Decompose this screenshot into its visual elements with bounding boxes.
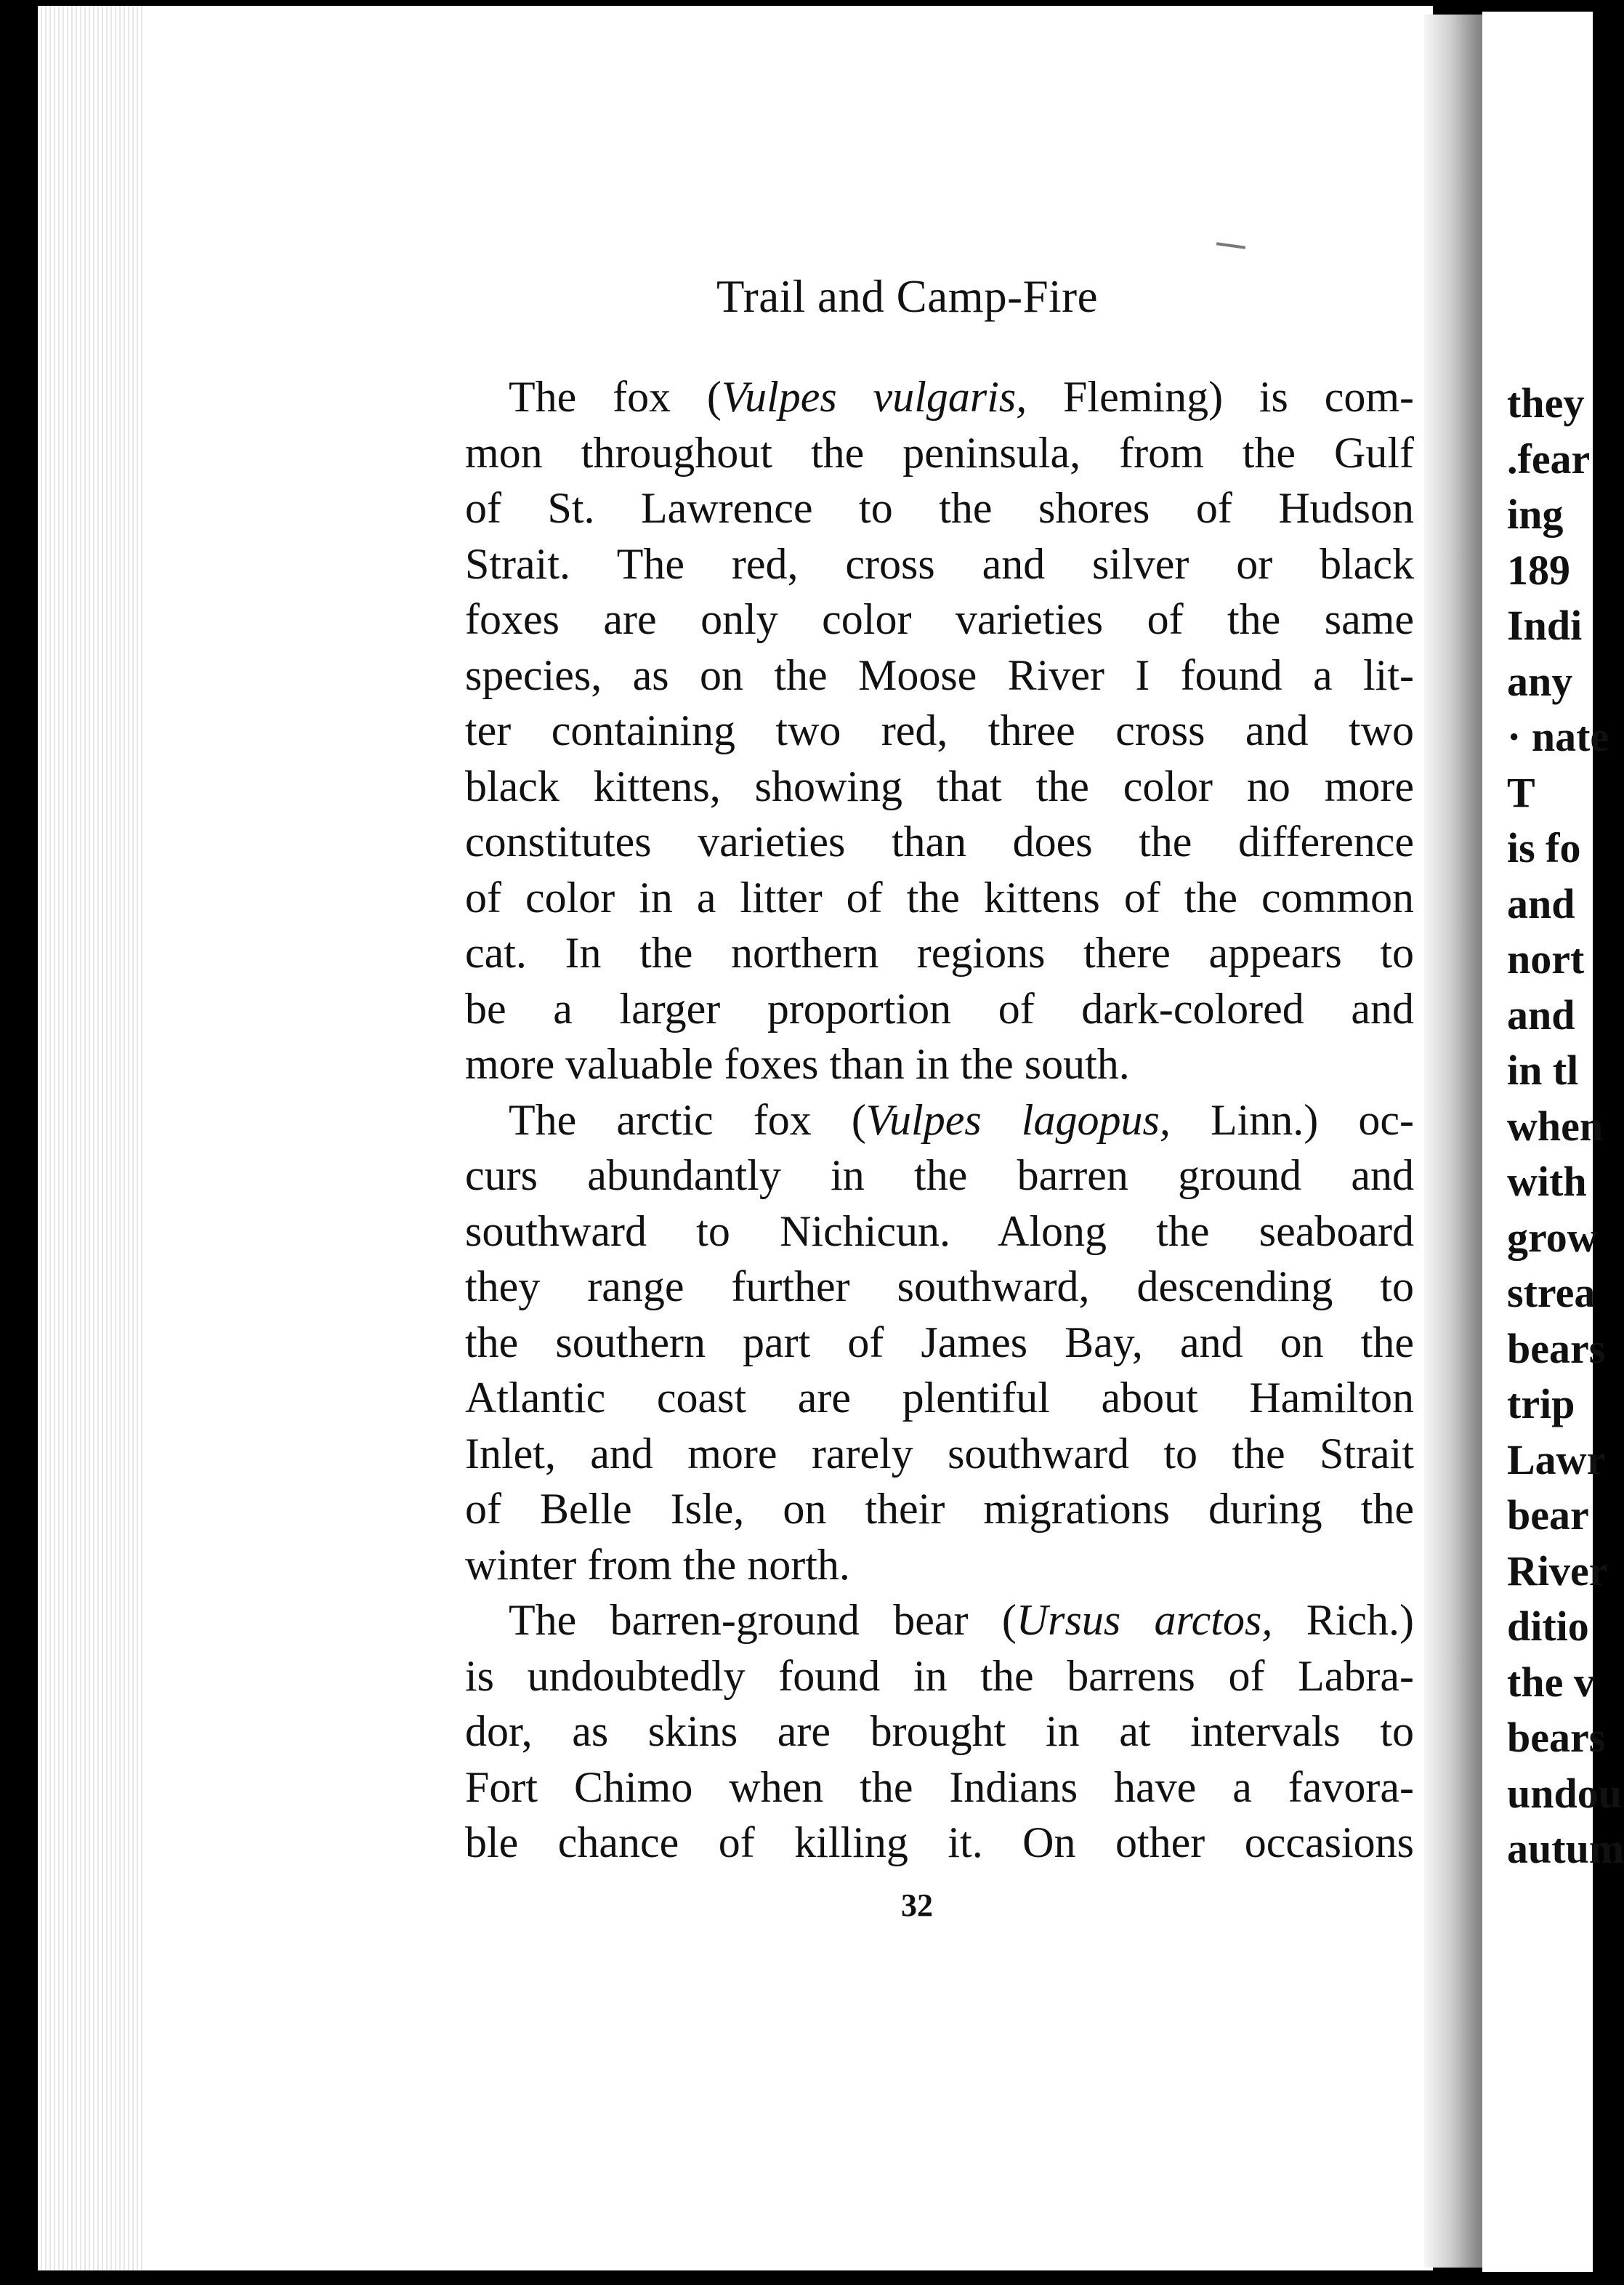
facing-page-fragment: grow xyxy=(1507,1213,1598,1261)
text-line: species, as on the Moose River I found a lit- xyxy=(465,650,1414,699)
facing-page-fragment: autum xyxy=(1507,1825,1624,1872)
paragraph-first-line: The barren-ground bear (Ursus arctos, Rich.) xyxy=(509,1596,1414,1644)
species-name: Vulpes lagopus, xyxy=(865,1095,1171,1144)
text-line: they range further southward, descending to xyxy=(465,1262,1414,1310)
facing-page-fragment: and xyxy=(1507,879,1575,927)
running-head: Trail and Camp-Fire xyxy=(716,271,1099,322)
page-edges xyxy=(38,6,147,2270)
facing-page-fragment: T xyxy=(1507,768,1535,816)
facing-page-fragment: and xyxy=(1507,991,1575,1039)
facing-page-fragment: bears xyxy=(1507,1714,1606,1761)
facing-page-fragment: trip xyxy=(1507,1380,1575,1427)
text-line: of St. Lawrence to the shores of Hudson xyxy=(465,484,1414,532)
facing-page-fragment: when xyxy=(1507,1102,1604,1150)
text-line: the southern part of James Bay, and on the xyxy=(465,1318,1414,1366)
text-line: dor, as skins are brought in at intervals to xyxy=(465,1707,1414,1755)
text-line: of color in a litter of the kittens of the common xyxy=(465,873,1414,922)
facing-page-fragment: the v xyxy=(1507,1658,1595,1706)
facing-page-fragment: ditio xyxy=(1507,1603,1589,1650)
facing-page-fragment: Indi xyxy=(1507,602,1583,649)
text-line: of Belle Isle, on their migrations during the xyxy=(465,1485,1414,1533)
text-line: curs abundantly in the barren ground and xyxy=(465,1151,1414,1199)
facing-page-fragment: bear xyxy=(1507,1491,1589,1539)
facing-page-fragment: Lawr xyxy=(1507,1435,1606,1483)
page-number: 32 xyxy=(901,1887,933,1923)
facing-page-fragment: bears xyxy=(1507,1324,1606,1372)
text-line: Atlantic coast are plentiful about Hamilton xyxy=(465,1374,1414,1422)
facing-page-fragment: with xyxy=(1507,1158,1587,1205)
text-line: cat. In the northern regions there appears to xyxy=(465,929,1414,977)
text-line: Fort Chimo when the Indians have a favora- xyxy=(465,1762,1414,1811)
text-line: ter containing two red, three cross and two xyxy=(465,706,1414,754)
text-line: is undoubtedly found in the barrens of Labra- xyxy=(465,1651,1414,1700)
facing-page-fragment: nort xyxy=(1507,935,1585,983)
text-line: black kittens, showing that the color no more xyxy=(465,762,1414,810)
facing-page-fragment: River xyxy=(1507,1547,1608,1595)
text-line: ble chance of killing it. On other occasions xyxy=(465,1818,1414,1866)
body-text xyxy=(465,369,1414,1871)
paragraph-first-line: The fox (Vulpes vulgaris, Fleming) is com- xyxy=(509,373,1414,421)
species-name: Vulpes vulgaris, xyxy=(721,373,1027,421)
facing-page xyxy=(1482,12,1624,2272)
text-line: foxes are only color varieties of the same xyxy=(465,595,1414,643)
paragraph-first-line: The arctic fox (Vulpes lagopus, Linn.) oc- xyxy=(509,1095,1414,1144)
facing-page-fragment: undou xyxy=(1507,1769,1623,1817)
text-line: mon throughout the peninsula, from the Gulf xyxy=(465,428,1414,477)
facing-page-fragment: .fear xyxy=(1507,435,1591,483)
text-line: southward to Nichicun. Along the seaboard xyxy=(465,1206,1414,1255)
facing-page-fragment: any xyxy=(1507,657,1573,705)
text-line: winter from the north. xyxy=(465,1540,850,1589)
facing-page-fragment: strea xyxy=(1507,1269,1596,1316)
text-line: be a larger proportion of dark-colored and xyxy=(465,984,1414,1033)
facing-page-fragment: ing xyxy=(1507,491,1564,538)
text-line: Strait. The red, cross and silver or black xyxy=(465,539,1414,588)
text-line: constitutes varieties than does the difference xyxy=(465,818,1414,866)
facing-page-fragment: is fo xyxy=(1507,824,1581,871)
text-line: more valuable foxes than in the south. xyxy=(465,1040,1130,1088)
text-line: Inlet, and more rarely southward to the Strait xyxy=(465,1429,1414,1478)
facing-page-fragment: 189 xyxy=(1507,546,1570,594)
facing-page-fragment: in tl xyxy=(1507,1047,1579,1094)
species-name: Ursus arctos, xyxy=(1016,1596,1273,1644)
facing-page-fragment: they xyxy=(1507,379,1585,427)
facing-page-fragment: · nate xyxy=(1507,713,1609,760)
